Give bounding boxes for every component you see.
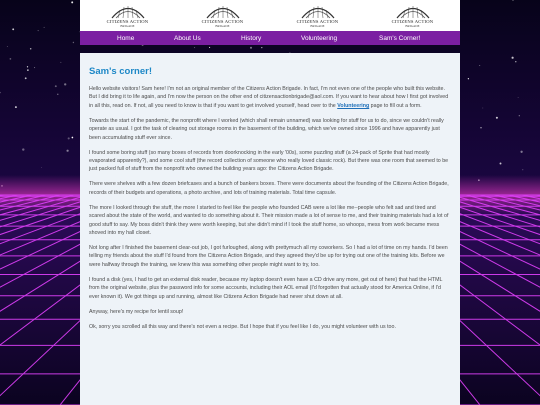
body-paragraph: Ok, sorry you scrolled all this way and there's not even a recipe. But I hope that if you feel like I do, you might volunteer with us too. — [89, 323, 396, 330]
body-paragraph: Anyway, here's my recipe for lentil soup! — [89, 308, 184, 315]
logo-text: CITIZENS ACTION — [201, 18, 244, 24]
body-paragraph: I found some boring stuff (so many boxes of records from doorknocking in the early '00s), some puzzling stuff (a 24-pack of Sprite that had mostly evaporated apparently?), and some cool stuff (the record collection of someone who really loved classic rock). But there was one room that seemed to be just packed full of stuff from the nonprofit who owned the building years ago: the Citizens Action Brigade. — [89, 149, 449, 173]
arch-emblem-icon — [298, 3, 338, 19]
body-paragraph: I found a disk (yes, I had to get an external disk reader, because my laptop doesn't even have a CD drive any more, get out of here) that had the HTML from the original website, plus the password info for some accounts, including their AOL email (I'd forgotten that actually stood for America Online, if I'd ever known it). We got things up and running, almost like Citizens Action Brigade had never shut down at all. — [89, 276, 443, 300]
nav-about-us[interactable]: About Us — [174, 34, 201, 42]
site-logo[interactable] — [106, 3, 150, 29]
main-content — [80, 53, 460, 405]
arch-emblem-icon — [203, 3, 243, 19]
volunteering-link[interactable]: Volunteering — [337, 102, 370, 109]
body-paragraph: The more I looked through the stuff, the more I started to feel like the people who founded CAB were a lot like me--people who felt sad and tired and scared about the state of the world, and wanted to do something about it. Their mission made a lot of sense to me, and their training materials had a lot of good stuff to say. My boss didn't think they were worth keeping, but she didn't mind if I took the stuff home, so whoops, mess from work became mess shoved into my hall closet. — [89, 204, 449, 237]
logo-subtext: BRIGADE — [215, 23, 230, 28]
intro-paragraph — [89, 85, 452, 110]
body-paragraph: There were shelves with a few dozen briefcases and a bunch of bankers boxes. There were documents about the founding of the Citizens Action Brigade, records of their budgets and operations, a photo archive, and lots of training materials. Total time capsule. — [89, 181, 449, 196]
intro-text-end: page to fill out a form. — [369, 102, 422, 109]
site-logo[interactable] — [391, 3, 435, 29]
nav-sams-corner[interactable]: Sam's Corner! — [379, 34, 421, 42]
logo-text: CITIZENS ACTION — [296, 18, 339, 24]
site-logo[interactable] — [296, 3, 340, 29]
header-banner — [80, 0, 460, 31]
nav-history[interactable]: History — [241, 34, 262, 42]
intro-text: Hello website visitors! Sam here! I'm not an original member of the Citizens Action Brigade. In fact, I'm not even one of the people who built this website. But I did bring it to life again, and I'm now the person on the other end of citizensactionbrigade@aol.com. If you want to hear about how I first got involved in all this, read on. If not, all you need to know is that if you want to get involved yourself, head over to the — [89, 86, 449, 109]
logo-text: CITIZENS ACTION — [106, 18, 149, 24]
page-title: Sam's corner! — [89, 66, 152, 77]
main-nav — [80, 31, 460, 45]
logo-subtext: BRIGADE — [310, 23, 325, 28]
nav-volunteering[interactable]: Volunteering — [301, 34, 338, 42]
arch-emblem-icon — [108, 3, 148, 19]
nav-home[interactable]: Home — [117, 34, 135, 42]
arch-emblem-icon — [393, 3, 433, 19]
logo-text: CITIZENS ACTION — [391, 18, 434, 24]
logo-subtext: BRIGADE — [405, 23, 420, 28]
logo-subtext: BRIGADE — [120, 23, 135, 28]
body-paragraph: Towards the start of the pandemic, the nonprofit where I worked (which shall remain unnamed) was looking for stuff for us to do, since we couldn't really operate as usual. I got the task of clearing out storage rooms in the basement of the building, which we've owned since 1996 and have apparently just been accumulating stuff ever since. — [89, 117, 444, 141]
site-logo[interactable] — [201, 3, 245, 29]
body-paragraph: Not long after I finished the basement clear-out job, I got furloughed, along with prettymuch all my coworkers. So I had a lot of time on my hands. I'd been telling my friends about the stuff I'd found from the Citizens Action Brigade, and they agreed they'd be up for trying out one of the training kits. Before we were halfway through the training, we knew this was something other people might want to try, too. — [89, 245, 448, 268]
